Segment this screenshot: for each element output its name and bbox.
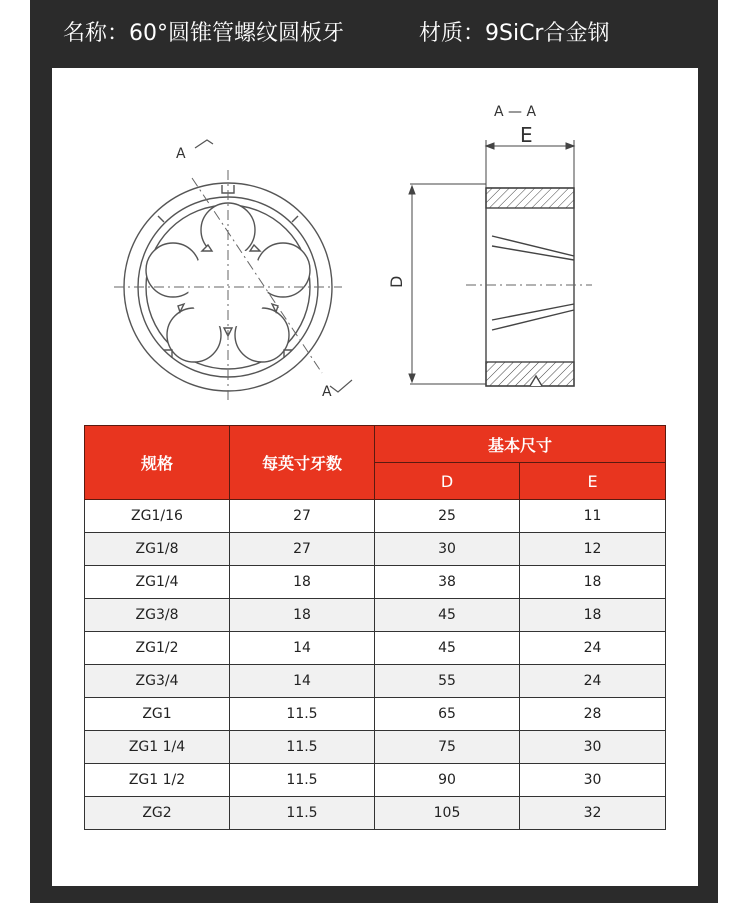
cell-spec: ZG1/4 bbox=[85, 566, 230, 599]
cell-e: 24 bbox=[520, 665, 666, 698]
table-row bbox=[85, 599, 666, 632]
table-row bbox=[85, 731, 666, 764]
table-row bbox=[85, 764, 666, 797]
spec-table bbox=[84, 425, 666, 830]
cell-d: 30 bbox=[375, 533, 520, 566]
cell-spec: ZG1/2 bbox=[85, 632, 230, 665]
section-body bbox=[486, 188, 574, 386]
label-a-top: A bbox=[176, 146, 186, 162]
cell-spec: ZG1 1/2 bbox=[85, 764, 230, 797]
cell-tpi: 27 bbox=[230, 500, 375, 533]
cell-spec: ZG1/16 bbox=[85, 500, 230, 533]
cell-tpi: 11.5 bbox=[230, 797, 375, 830]
cell-d: 75 bbox=[375, 731, 520, 764]
table-row bbox=[85, 566, 666, 599]
cell-d: 55 bbox=[375, 665, 520, 698]
cell-d: 38 bbox=[375, 566, 520, 599]
cell-spec: ZG3/8 bbox=[85, 599, 230, 632]
cell-tpi: 11.5 bbox=[230, 698, 375, 731]
header-basic-size: 基本尺寸 bbox=[375, 426, 666, 463]
cell-tpi: 14 bbox=[230, 632, 375, 665]
cell-spec: ZG1/8 bbox=[85, 533, 230, 566]
cell-d: 105 bbox=[375, 797, 520, 830]
label-e: E bbox=[520, 123, 533, 147]
cell-spec: ZG2 bbox=[85, 797, 230, 830]
cell-e: 12 bbox=[520, 533, 666, 566]
header-d: D bbox=[375, 463, 520, 500]
cell-spec: ZG3/4 bbox=[85, 665, 230, 698]
table-row bbox=[85, 500, 666, 533]
table-row bbox=[85, 665, 666, 698]
table-row bbox=[85, 698, 666, 731]
label-d: D bbox=[387, 275, 406, 288]
header-e: E bbox=[520, 463, 666, 500]
table-row bbox=[85, 797, 666, 830]
cell-e: 24 bbox=[520, 632, 666, 665]
section-title: A — A bbox=[494, 104, 537, 120]
cell-tpi: 14 bbox=[230, 665, 375, 698]
cell-e: 11 bbox=[520, 500, 666, 533]
technical-drawing bbox=[52, 68, 698, 418]
cell-spec: ZG1 bbox=[85, 698, 230, 731]
cell-e: 28 bbox=[520, 698, 666, 731]
cell-d: 25 bbox=[375, 500, 520, 533]
content-panel bbox=[52, 68, 698, 886]
table-row bbox=[85, 533, 666, 566]
cell-d: 45 bbox=[375, 599, 520, 632]
table-row bbox=[85, 632, 666, 665]
cell-e: 30 bbox=[520, 731, 666, 764]
cell-tpi: 27 bbox=[230, 533, 375, 566]
cell-e: 32 bbox=[520, 797, 666, 830]
cell-e: 18 bbox=[520, 566, 666, 599]
cell-d: 65 bbox=[375, 698, 520, 731]
cell-tpi: 18 bbox=[230, 599, 375, 632]
cell-tpi: 18 bbox=[230, 566, 375, 599]
cell-tpi: 11.5 bbox=[230, 764, 375, 797]
cell-e: 30 bbox=[520, 764, 666, 797]
header-tpi: 每英寸牙数 bbox=[230, 426, 375, 500]
drawing-svg bbox=[52, 68, 698, 418]
header-spec: 规格 bbox=[85, 426, 230, 500]
cell-spec: ZG1 1/4 bbox=[85, 731, 230, 764]
cell-tpi: 11.5 bbox=[230, 731, 375, 764]
dimension-e bbox=[486, 140, 574, 188]
dimension-d bbox=[409, 184, 486, 384]
cell-e: 18 bbox=[520, 599, 666, 632]
header-bar bbox=[30, 0, 718, 62]
cell-d: 45 bbox=[375, 632, 520, 665]
product-material: 材质：9SiCr合金钢 bbox=[419, 21, 610, 46]
cell-d: 90 bbox=[375, 764, 520, 797]
label-a-bottom: A bbox=[322, 384, 332, 400]
product-name: 名称：60°圆锥管螺纹圆板牙 bbox=[63, 21, 344, 46]
